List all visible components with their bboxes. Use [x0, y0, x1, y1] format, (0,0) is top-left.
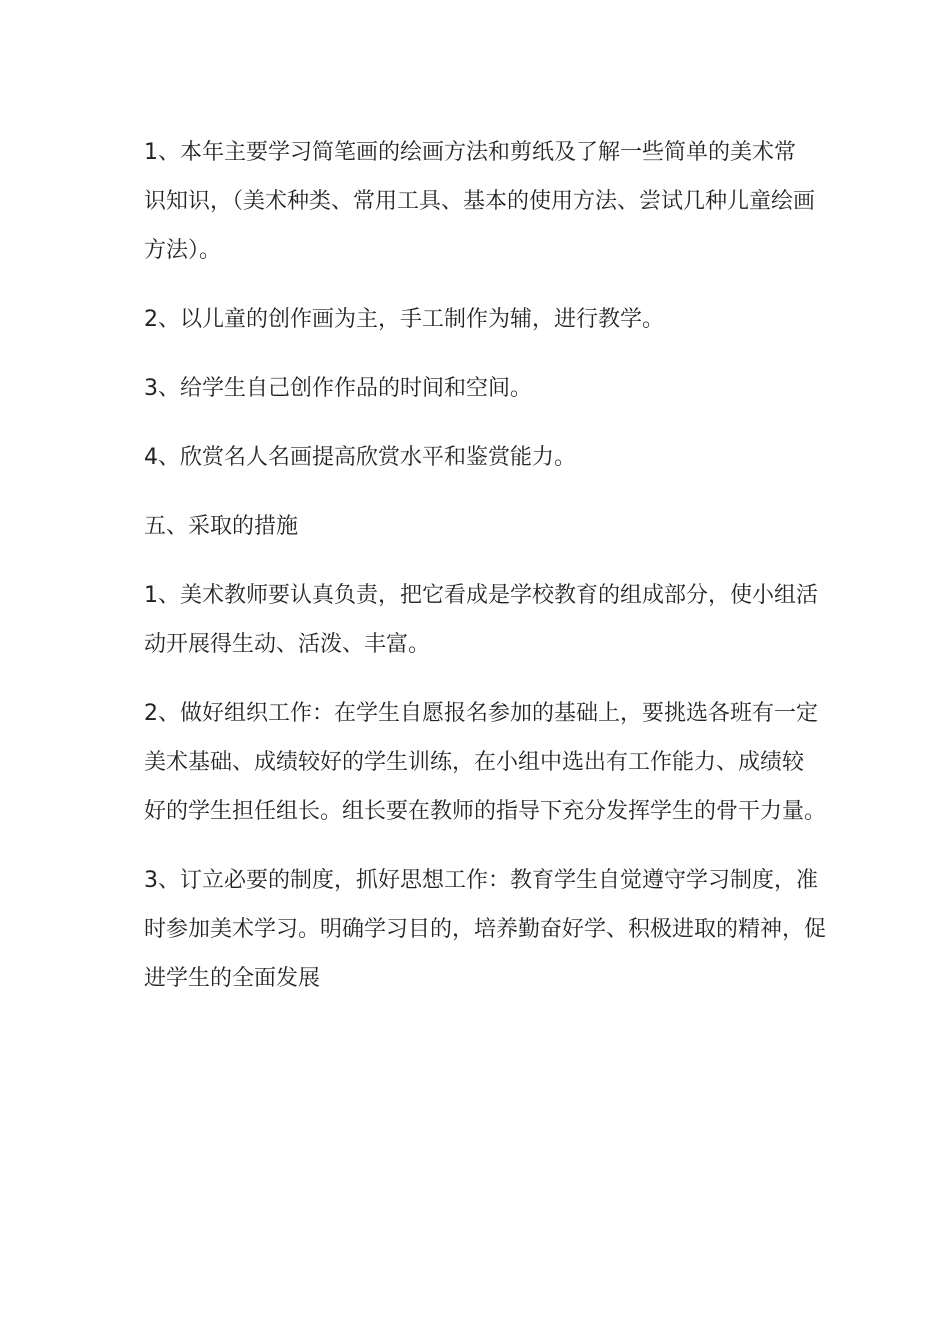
text-line: 时参加美术学习。明确学习目的，培养勤奋好学、积极进取的精神，促	[144, 917, 827, 942]
paragraph-measure-2	[144, 689, 827, 836]
text-line: 方法）。	[144, 238, 222, 263]
text-line: 4、欣赏名人名画提高欣赏水平和鉴赏能力。	[144, 445, 576, 470]
text-line: 1、美术教师要认真负责，把它看成是学校教育的组成部分，使小组活	[144, 583, 818, 608]
paragraph-goal-4	[144, 433, 820, 482]
section-heading-text: 五、采取的措施	[144, 514, 299, 539]
text-line: 美术基础、成绩较好的学生训练，在小组中选出有工作能力、成绩较	[144, 750, 805, 775]
text-line: 3、给学生自己创作作品的时间和空间。	[144, 376, 532, 401]
text-line: 3、订立必要的制度，抓好思想工作：教育学生自觉遵守学习制度，准	[144, 868, 818, 893]
paragraph-goal-1	[144, 128, 820, 275]
text-line: 识知识，（美术种类、常用工具、基本的使用方法、尝试几种儿童绘画	[144, 189, 816, 214]
text-line: 2、做好组织工作：在学生自愿报名参加的基础上，要挑选各班有一定	[144, 701, 818, 726]
paragraph-measure-3	[144, 856, 827, 1003]
paragraph-measure-1	[144, 571, 820, 669]
paragraph-goal-3	[144, 364, 820, 413]
document-body	[144, 128, 827, 1023]
paragraph-goal-2	[144, 295, 820, 344]
text-line: 进学生的全面发展	[144, 966, 321, 991]
text-line: 好的学生担任组长。组长要在教师的指导下充分发挥学生的骨干力量。	[144, 799, 827, 824]
text-line: 动开展得生动、活泼、丰富。	[144, 632, 431, 657]
section-heading	[144, 502, 820, 551]
text-line: 2、以儿童的创作画为主，手工制作为辅，进行教学。	[144, 307, 664, 332]
text-line: 1、本年主要学习简笔画的绘画方法和剪纸及了解一些简单的美术常	[144, 140, 796, 165]
